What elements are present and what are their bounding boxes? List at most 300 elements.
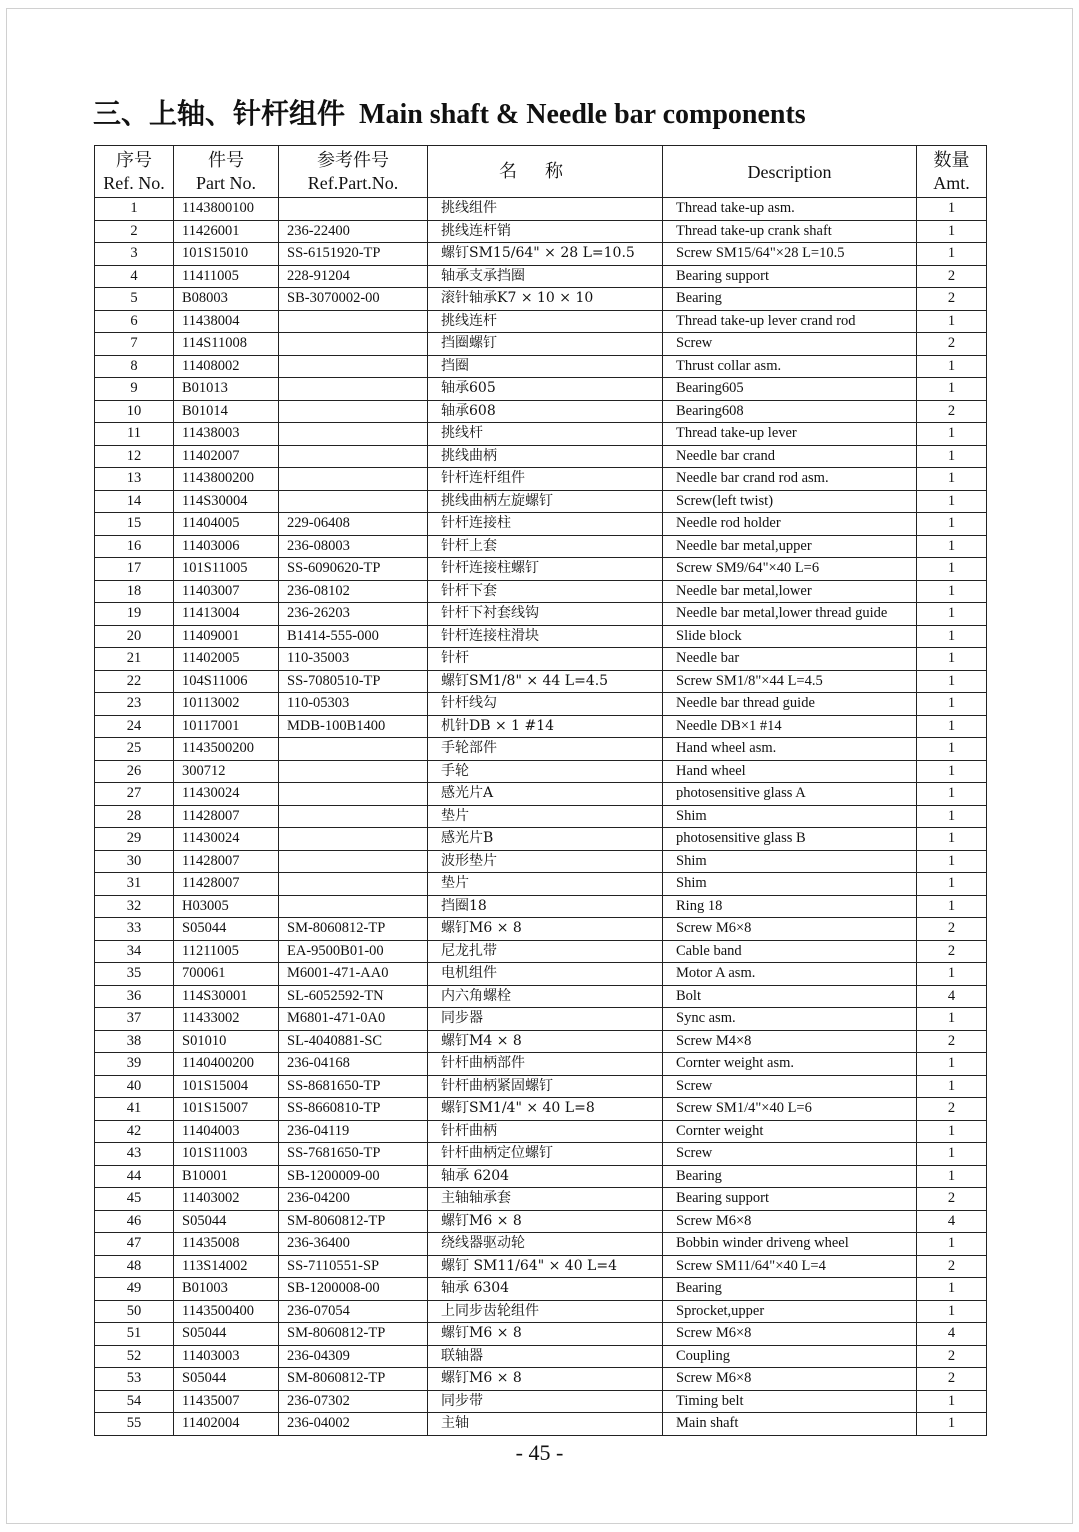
ref-no-cell: 9 (95, 378, 174, 401)
name-cn-cell: 轴承 6304 (428, 1278, 663, 1301)
description-cell: Screw (663, 1075, 917, 1098)
part-no-cell: 11211005 (174, 940, 279, 963)
amount-cell: 1 (917, 1053, 987, 1076)
amount-cell: 1 (917, 535, 987, 558)
name-cn-cell: 螺钉M6 × 8 (428, 1323, 663, 1346)
part-no-cell: 104S11006 (174, 670, 279, 693)
ref-part-no-cell: SB-1200009-00 (279, 1165, 428, 1188)
table-row (95, 1368, 987, 1391)
part-no-cell: 101S11005 (174, 558, 279, 581)
name-cn-cell: 联轴器 (428, 1345, 663, 1368)
ref-part-no-cell (279, 198, 428, 221)
part-no-cell: 11435007 (174, 1390, 279, 1413)
amount-cell: 1 (917, 220, 987, 243)
name-cn-cell: 挡圈 (428, 355, 663, 378)
amount-cell: 1 (917, 760, 987, 783)
description-cell: Bolt (663, 985, 917, 1008)
ref-no-cell: 21 (95, 648, 174, 671)
table-row (95, 1345, 987, 1368)
part-no-cell: 11428007 (174, 873, 279, 896)
page-number: - 45 - (515, 1440, 564, 1465)
description-cell: Needle bar metal,lower (663, 580, 917, 603)
part-no-cell: 11438004 (174, 310, 279, 333)
name-cn-cell: 手轮部件 (428, 738, 663, 761)
part-no-cell: 11428007 (174, 850, 279, 873)
part-no-cell: 11409001 (174, 625, 279, 648)
table-row (95, 468, 987, 491)
ref-part-no-cell: M6001-471-AA0 (279, 963, 428, 986)
ref-part-no-cell: EA-9500B01-00 (279, 940, 428, 963)
amount-cell: 2 (917, 1345, 987, 1368)
table-row (95, 1030, 987, 1053)
part-no-cell: 11402005 (174, 648, 279, 671)
ref-part-no-cell (279, 873, 428, 896)
ref-no-cell: 47 (95, 1233, 174, 1256)
description-cell: Bearing (663, 1165, 917, 1188)
amount-cell: 1 (917, 828, 987, 851)
name-cn-cell: 螺钉M6 × 8 (428, 1368, 663, 1391)
description-cell: Coupling (663, 1345, 917, 1368)
amount-cell: 1 (917, 850, 987, 873)
amount-cell: 1 (917, 1278, 987, 1301)
description-cell: Thread take-up asm. (663, 198, 917, 221)
name-cn-cell: 挑线连杆销 (428, 220, 663, 243)
name-cn-cell: 主轴轴承套 (428, 1188, 663, 1211)
table-row (95, 198, 987, 221)
amount-cell: 2 (917, 265, 987, 288)
part-no-cell: 11430024 (174, 828, 279, 851)
name-cn-cell: 针杆下套 (428, 580, 663, 603)
amount-cell: 1 (917, 693, 987, 716)
amount-cell: 1 (917, 873, 987, 896)
amount-cell: 1 (917, 963, 987, 986)
description-cell: Main shaft (663, 1413, 917, 1436)
ref-part-no-cell: 236-08003 (279, 535, 428, 558)
description-cell: Sync asm. (663, 1008, 917, 1031)
name-cn-cell: 针杆曲柄部件 (428, 1053, 663, 1076)
name-cn-cell: 轴承支承挡圈 (428, 265, 663, 288)
ref-part-no-cell (279, 310, 428, 333)
ref-part-no-cell: SS-6090620-TP (279, 558, 428, 581)
part-no-cell: 11413004 (174, 603, 279, 626)
table-row (95, 805, 987, 828)
description-cell: Hand wheel asm. (663, 738, 917, 761)
description-cell: Motor A asm. (663, 963, 917, 986)
part-no-cell: 11403006 (174, 535, 279, 558)
name-cn-cell: 螺钉SM15/64" × 28 L=10.5 (428, 243, 663, 266)
part-no-cell: 700061 (174, 963, 279, 986)
description-cell: Screw M6×8 (663, 1323, 917, 1346)
section-title (93, 94, 993, 134)
part-no-cell: 1143800200 (174, 468, 279, 491)
name-cn-cell: 螺钉 SM11/64" × 40 L=4 (428, 1255, 663, 1278)
table-row (95, 243, 987, 266)
name-cn-cell: 针杆连接柱 (428, 513, 663, 536)
description-cell: Needle bar thread guide (663, 693, 917, 716)
ref-part-no-cell: 236-08102 (279, 580, 428, 603)
ref-part-no-cell: SL-6052592-TN (279, 985, 428, 1008)
ref-part-no-cell: 236-04309 (279, 1345, 428, 1368)
ref-part-no-cell: B1414-555-000 (279, 625, 428, 648)
ref-no-cell: 42 (95, 1120, 174, 1143)
ref-part-no-cell: 236-04119 (279, 1120, 428, 1143)
ref-no-cell: 46 (95, 1210, 174, 1233)
ref-no-cell: 19 (95, 603, 174, 626)
description-cell: Screw M6×8 (663, 1368, 917, 1391)
header-description: Description (663, 146, 917, 198)
ref-part-no-cell: SS-7110551-SP (279, 1255, 428, 1278)
ref-part-no-cell: M6801-471-0A0 (279, 1008, 428, 1031)
table-row (95, 648, 987, 671)
amount-cell: 1 (917, 378, 987, 401)
ref-part-no-cell (279, 445, 428, 468)
description-cell: Hand wheel (663, 760, 917, 783)
ref-no-cell: 6 (95, 310, 174, 333)
amount-cell: 1 (917, 1233, 987, 1256)
name-cn-cell: 垫片 (428, 805, 663, 828)
description-cell: Sprocket,upper (663, 1300, 917, 1323)
description-cell: Timing belt (663, 1390, 917, 1413)
table-row (95, 738, 987, 761)
table-row (95, 580, 987, 603)
ref-no-cell: 12 (95, 445, 174, 468)
amount-cell: 1 (917, 243, 987, 266)
description-cell: Cornter weight (663, 1120, 917, 1143)
ref-part-no-cell (279, 805, 428, 828)
ref-no-cell: 1 (95, 198, 174, 221)
description-cell: Thread take-up lever crand rod (663, 310, 917, 333)
name-cn-cell: 机针DB × 1 #14 (428, 715, 663, 738)
part-no-cell: 101S15004 (174, 1075, 279, 1098)
description-cell: Screw SM9/64"×40 L=6 (663, 558, 917, 581)
description-cell: Thread take-up crank shaft (663, 220, 917, 243)
ref-no-cell: 3 (95, 243, 174, 266)
ref-no-cell: 24 (95, 715, 174, 738)
table-row (95, 1120, 987, 1143)
ref-part-no-cell: 236-04168 (279, 1053, 428, 1076)
amount-cell: 2 (917, 333, 987, 356)
name-cn-cell: 针杆曲柄 (428, 1120, 663, 1143)
amount-cell: 1 (917, 670, 987, 693)
name-cn-cell: 挑线杆 (428, 423, 663, 446)
name-cn-cell: 螺钉M4 × 8 (428, 1030, 663, 1053)
part-no-cell: S05044 (174, 1323, 279, 1346)
ref-part-no-cell: 236-22400 (279, 220, 428, 243)
table-row (95, 355, 987, 378)
amount-cell: 2 (917, 1368, 987, 1391)
name-cn-cell: 螺钉M6 × 8 (428, 1210, 663, 1233)
description-cell: Shim (663, 873, 917, 896)
part-no-cell: 114S30001 (174, 985, 279, 1008)
table-row (95, 378, 987, 401)
description-cell: Bearing support (663, 1188, 917, 1211)
ref-no-cell: 35 (95, 963, 174, 986)
table-row (95, 1278, 987, 1301)
amount-cell: 4 (917, 1323, 987, 1346)
name-cn-cell: 针杆上套 (428, 535, 663, 558)
part-no-cell: 1143800100 (174, 198, 279, 221)
name-cn-cell: 挡圈螺钉 (428, 333, 663, 356)
amount-cell: 1 (917, 1165, 987, 1188)
ref-no-cell: 10 (95, 400, 174, 423)
description-cell: Screw M6×8 (663, 918, 917, 941)
ref-part-no-cell (279, 490, 428, 513)
part-no-cell: 11411005 (174, 265, 279, 288)
table-row (95, 670, 987, 693)
table-row (95, 918, 987, 941)
table-row (95, 715, 987, 738)
description-cell: Bearing605 (663, 378, 917, 401)
amount-cell: 1 (917, 1413, 987, 1436)
ref-part-no-cell: MDB-100B1400 (279, 715, 428, 738)
ref-part-no-cell: 236-04002 (279, 1413, 428, 1436)
ref-no-cell: 34 (95, 940, 174, 963)
ref-no-cell: 18 (95, 580, 174, 603)
ref-no-cell: 2 (95, 220, 174, 243)
ref-no-cell: 30 (95, 850, 174, 873)
name-cn-cell: 针杆 (428, 648, 663, 671)
name-cn-cell: 内六角螺栓 (428, 985, 663, 1008)
table-row (95, 963, 987, 986)
part-no-cell: S05044 (174, 918, 279, 941)
amount-cell: 4 (917, 985, 987, 1008)
description-cell: photosensitive glass B (663, 828, 917, 851)
ref-no-cell: 27 (95, 783, 174, 806)
name-cn-cell: 针杆线勾 (428, 693, 663, 716)
table-row (95, 1413, 987, 1436)
ref-no-cell: 32 (95, 895, 174, 918)
ref-part-no-cell (279, 423, 428, 446)
part-no-cell: 10117001 (174, 715, 279, 738)
ref-no-cell: 55 (95, 1413, 174, 1436)
ref-no-cell: 7 (95, 333, 174, 356)
description-cell: Bearing support (663, 265, 917, 288)
ref-part-no-cell (279, 333, 428, 356)
name-cn-cell: 同步器 (428, 1008, 663, 1031)
part-no-cell: 11426001 (174, 220, 279, 243)
description-cell: Needle bar metal,lower thread guide (663, 603, 917, 626)
part-no-cell: 1143500200 (174, 738, 279, 761)
ref-part-no-cell: SB-1200008-00 (279, 1278, 428, 1301)
ref-part-no-cell: SS-7681650-TP (279, 1143, 428, 1166)
ref-part-no-cell (279, 400, 428, 423)
part-no-cell: 11403002 (174, 1188, 279, 1211)
table-row (95, 1075, 987, 1098)
ref-no-cell: 43 (95, 1143, 174, 1166)
description-cell: Cornter weight asm. (663, 1053, 917, 1076)
amount-cell: 1 (917, 1008, 987, 1031)
ref-no-cell: 15 (95, 513, 174, 536)
name-cn-cell: 针杆下衬套线钩 (428, 603, 663, 626)
table-row (95, 1053, 987, 1076)
table-row (95, 333, 987, 356)
part-no-cell: 114S11008 (174, 333, 279, 356)
name-cn-cell: 针杆曲柄紧固螺钉 (428, 1075, 663, 1098)
table-row (95, 1390, 987, 1413)
table-header-row (95, 146, 987, 198)
ref-part-no-cell: SS-8681650-TP (279, 1075, 428, 1098)
header-amount: 数量 Amt. (917, 146, 987, 198)
part-no-cell: 11430024 (174, 783, 279, 806)
description-cell: Screw M6×8 (663, 1210, 917, 1233)
ref-part-no-cell: 229-06408 (279, 513, 428, 536)
part-no-cell: B01003 (174, 1278, 279, 1301)
table-row (95, 873, 987, 896)
amount-cell: 1 (917, 468, 987, 491)
name-cn-cell: 螺钉M6 × 8 (428, 918, 663, 941)
ref-part-no-cell: 236-07054 (279, 1300, 428, 1323)
name-cn-cell: 挑线曲柄左旋螺钉 (428, 490, 663, 513)
description-cell: Bearing608 (663, 400, 917, 423)
ref-no-cell: 51 (95, 1323, 174, 1346)
table-row (95, 490, 987, 513)
ref-no-cell: 44 (95, 1165, 174, 1188)
name-cn-cell: 螺钉SM1/4" × 40 L=8 (428, 1098, 663, 1121)
amount-cell: 1 (917, 805, 987, 828)
amount-cell: 2 (917, 1255, 987, 1278)
ref-part-no-cell: 110-05303 (279, 693, 428, 716)
table-row (95, 1008, 987, 1031)
ref-no-cell: 36 (95, 985, 174, 1008)
ref-no-cell: 25 (95, 738, 174, 761)
part-no-cell: 11408002 (174, 355, 279, 378)
description-cell: Bearing (663, 288, 917, 311)
parts-table-body (95, 198, 987, 1436)
ref-part-no-cell (279, 895, 428, 918)
part-no-cell: 11402007 (174, 445, 279, 468)
amount-cell: 1 (917, 198, 987, 221)
name-cn-cell: 尼龙扎带 (428, 940, 663, 963)
description-cell: Shim (663, 805, 917, 828)
part-no-cell: 11403007 (174, 580, 279, 603)
ref-no-cell: 22 (95, 670, 174, 693)
amount-cell: 1 (917, 1075, 987, 1098)
table-row (95, 220, 987, 243)
description-cell: Thread take-up lever (663, 423, 917, 446)
description-cell: Shim (663, 850, 917, 873)
name-cn-cell: 垫片 (428, 873, 663, 896)
description-cell: Thrust collar asm. (663, 355, 917, 378)
ref-no-cell: 41 (95, 1098, 174, 1121)
ref-no-cell: 38 (95, 1030, 174, 1053)
ref-part-no-cell (279, 828, 428, 851)
amount-cell: 2 (917, 918, 987, 941)
description-cell: Needle bar crand rod asm. (663, 468, 917, 491)
table-row (95, 940, 987, 963)
name-cn-cell: 轴承 6204 (428, 1165, 663, 1188)
ref-no-cell: 4 (95, 265, 174, 288)
part-no-cell: B10001 (174, 1165, 279, 1188)
name-cn-cell: 针杆连接柱滑块 (428, 625, 663, 648)
ref-no-cell: 31 (95, 873, 174, 896)
ref-part-no-cell (279, 355, 428, 378)
part-no-cell: 101S15010 (174, 243, 279, 266)
ref-part-no-cell: SM-8060812-TP (279, 1210, 428, 1233)
table-row (95, 1143, 987, 1166)
ref-part-no-cell: SM-8060812-TP (279, 918, 428, 941)
ref-part-no-cell (279, 850, 428, 873)
part-no-cell: B01013 (174, 378, 279, 401)
amount-cell: 1 (917, 490, 987, 513)
table-row (95, 445, 987, 468)
part-no-cell: 11435008 (174, 1233, 279, 1256)
amount-cell: 1 (917, 603, 987, 626)
amount-cell: 4 (917, 1210, 987, 1233)
section-title-cn: 三、上轴、针杆组件 (93, 97, 346, 130)
part-no-cell: S05044 (174, 1210, 279, 1233)
name-cn-cell: 主轴 (428, 1413, 663, 1436)
name-cn-cell: 针杆连接柱螺钉 (428, 558, 663, 581)
description-cell: Needle DB×1 #14 (663, 715, 917, 738)
amount-cell: 1 (917, 580, 987, 603)
header-ref-no: 序号 Ref. No. (95, 146, 174, 198)
table-row (95, 1323, 987, 1346)
table-row (95, 1210, 987, 1233)
table-row (95, 288, 987, 311)
description-cell: Screw (663, 333, 917, 356)
ref-no-cell: 11 (95, 423, 174, 446)
amount-cell: 1 (917, 355, 987, 378)
name-cn-cell: 电机组件 (428, 963, 663, 986)
part-no-cell: 10113002 (174, 693, 279, 716)
part-no-cell: 113S14002 (174, 1255, 279, 1278)
ref-no-cell: 53 (95, 1368, 174, 1391)
description-cell: Needle bar metal,upper (663, 535, 917, 558)
amount-cell: 1 (917, 648, 987, 671)
table-row (95, 895, 987, 918)
description-cell: Bearing (663, 1278, 917, 1301)
part-no-cell: 1140400200 (174, 1053, 279, 1076)
ref-part-no-cell (279, 378, 428, 401)
part-no-cell: B08003 (174, 288, 279, 311)
amount-cell: 2 (917, 400, 987, 423)
ref-part-no-cell: 236-07302 (279, 1390, 428, 1413)
name-cn-cell: 挡圈18 (428, 895, 663, 918)
amount-cell: 1 (917, 715, 987, 738)
name-cn-cell: 感光片A (428, 783, 663, 806)
description-cell: Needle bar crand (663, 445, 917, 468)
part-no-cell: S05044 (174, 1368, 279, 1391)
ref-no-cell: 13 (95, 468, 174, 491)
part-no-cell: 11433002 (174, 1008, 279, 1031)
description-cell: Screw SM1/4"×40 L=6 (663, 1098, 917, 1121)
table-row (95, 1300, 987, 1323)
section-title-en: Main shaft & Needle bar components (359, 99, 806, 130)
amount-cell: 1 (917, 513, 987, 536)
table-row (95, 265, 987, 288)
amount-cell: 1 (917, 895, 987, 918)
description-cell: Needle rod holder (663, 513, 917, 536)
name-cn-cell: 同步带 (428, 1390, 663, 1413)
table-row (95, 310, 987, 333)
ref-no-cell: 8 (95, 355, 174, 378)
description-cell: Screw SM15/64"×28 L=10.5 (663, 243, 917, 266)
ref-no-cell: 49 (95, 1278, 174, 1301)
ref-part-no-cell: 236-36400 (279, 1233, 428, 1256)
amount-cell: 1 (917, 1300, 987, 1323)
ref-no-cell: 26 (95, 760, 174, 783)
ref-part-no-cell (279, 468, 428, 491)
table-row (95, 535, 987, 558)
ref-no-cell: 17 (95, 558, 174, 581)
ref-no-cell: 28 (95, 805, 174, 828)
description-cell: Screw (663, 1143, 917, 1166)
ref-part-no-cell (279, 783, 428, 806)
name-cn-cell: 手轮 (428, 760, 663, 783)
name-cn-cell: 感光片B (428, 828, 663, 851)
name-cn-cell: 针杆连杆组件 (428, 468, 663, 491)
part-no-cell: 11402004 (174, 1413, 279, 1436)
